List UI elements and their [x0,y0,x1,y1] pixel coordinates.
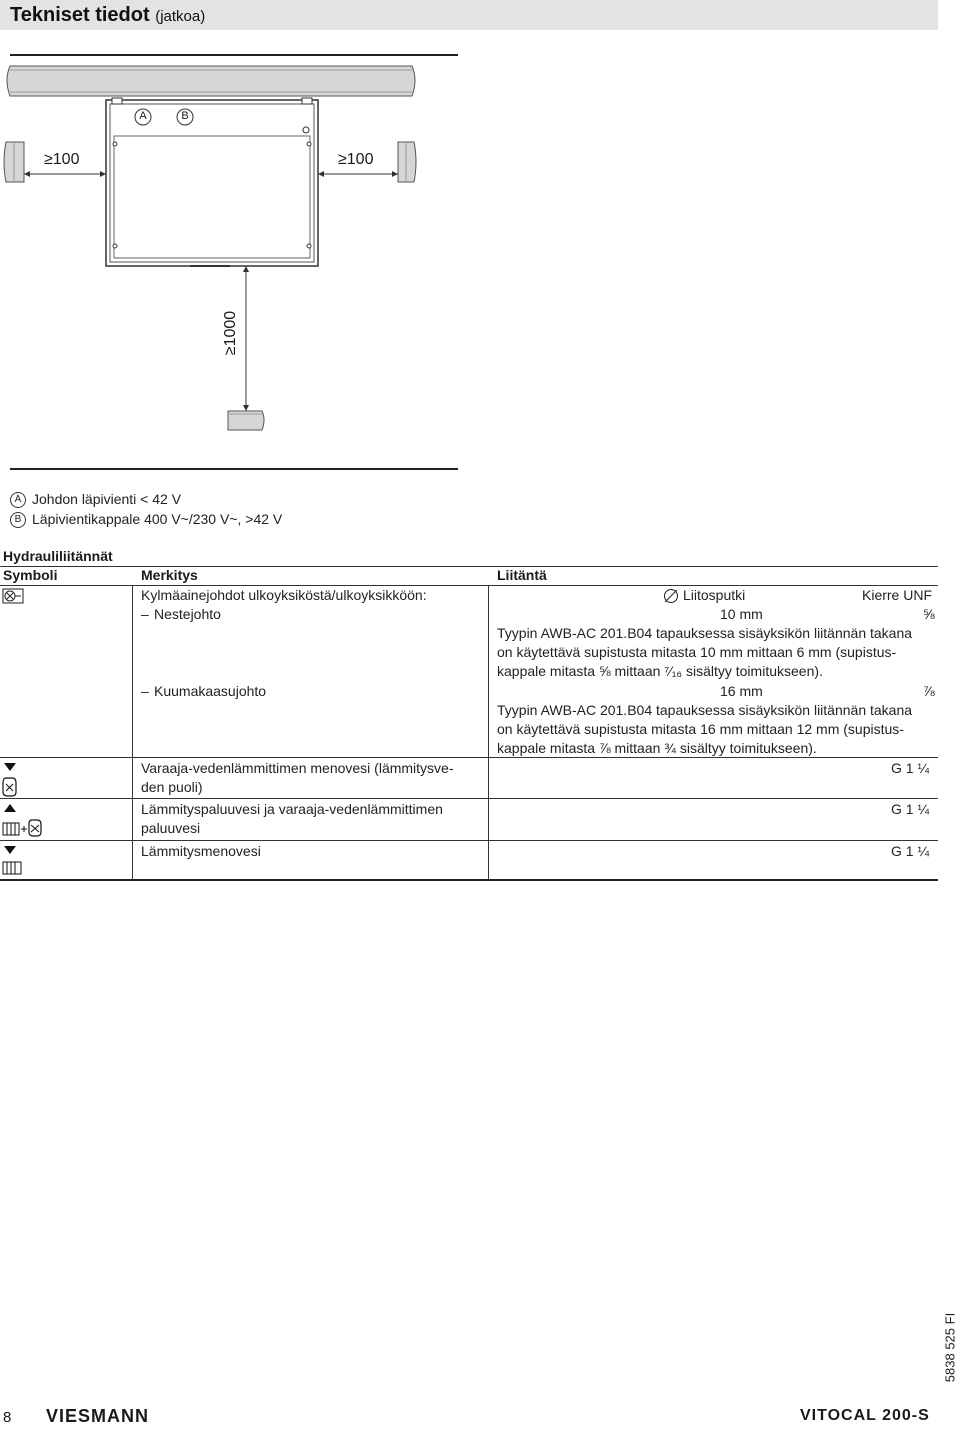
page-title [10,4,205,27]
product-name: VITOCAL 200-S [800,1407,930,1424]
gas-thread-size: ⅞ [923,683,935,699]
liquid-thread-size: ⅝ [923,606,935,622]
gas-note-line-1: Tyypin AWB-AC 201.B04 tapauksessa sisäyksikön liitännän takana [497,702,913,718]
figure-bottom-rule [10,468,458,470]
liquid-note-line-1: Tyypin AWB-AC 201.B04 tapauksessa sisäyksikön liitännän takana [497,625,913,641]
heating-flow-icon [2,843,24,877]
brand-logo: VIESMANN [46,1406,150,1426]
col-pipe-label: Liitosputki [683,587,746,603]
label-a: A [139,110,147,122]
dhw-flow-meaning-2: den puoli) [141,779,203,795]
ceiling-shape [7,66,415,96]
return-meaning-1: Lämmityspaluuvesi ja varaaja-vedenlämmittimen [141,801,443,817]
dim-right-label: ≥100 [338,151,374,168]
liquid-line-dash: – [141,606,149,622]
col-divider-1 [132,585,133,880]
liquid-note-line-2: on käytettävä supistusta mitasta 10 mm mittaan 6 mm (supistus- [497,644,897,660]
row-rule-2 [0,798,938,799]
heating-return-icon [2,801,46,839]
heating-flow-connection: G 1 ¼ [891,843,930,859]
dhw-flow-icon [2,760,20,798]
liquid-line-label: Nestejohto [154,606,221,622]
title-continued: (jatkoa) [155,8,206,25]
liquid-note-line-3: kappale mitasta ⅝ mittaan ⁷⁄₁₆ sisältyy toimitukseen). [497,663,823,679]
label-b: B [181,110,189,122]
dim-bottom-label: ≥1000 [222,310,239,356]
figure-top-rule [10,54,458,56]
dim-left-label: ≥100 [44,151,80,168]
installation-diagram [0,58,460,438]
gas-line-label: Kuumakaasujohto [154,683,267,699]
left-wall-shape [4,142,24,182]
right-wall-shape [398,142,416,182]
page-number: 8 [3,1409,12,1426]
dhw-flow-connection: G 1 ¼ [891,760,930,776]
diameter-icon [663,588,679,604]
row-rule-1 [0,757,938,758]
col-thread-label: Kierre UNF [862,587,933,603]
header-symbol: Symboli [3,567,58,583]
gas-pipe-size: 16 mm [720,683,763,699]
title-text: Tekniset tiedot [10,4,150,26]
legend-key-b: B [10,512,26,528]
page-header [0,0,938,30]
gas-note-line-2: on käytettävä supistusta mitasta 16 mm mittaan 12 mm (supistus- [497,721,904,737]
legend-text-b: Läpivientikappale 400 V~/230 V~, >42 V [32,511,283,527]
return-connection: G 1 ¼ [891,801,930,817]
refrigerant-meaning: Kylmäainejohdot ulkoyksiköstä/ulkoyksikköön: [141,587,427,603]
liquid-pipe-size: 10 mm [720,606,763,622]
table-bottom-rule [0,879,938,881]
gas-note-line-3: kappale mitasta ⅞ mittaan ¾ sisältyy toimitukseen). [497,740,817,756]
legend-key-a: A [10,492,26,508]
header-connection: Liitäntä [497,567,547,583]
dhw-flow-meaning-1: Varaaja-vedenlämmittimen menovesi (lämmitysve- [141,760,454,776]
col-divider-2 [488,585,489,880]
heating-flow-meaning: Lämmitysmenovesi [141,843,261,859]
refrigerant-icon [2,588,24,604]
doc-number: 5838 525 FI [942,1312,958,1383]
legend-item-a [10,491,610,511]
floor-shape [228,411,264,430]
table-title: Hydrauliliitännät [3,548,113,564]
row-rule-3 [0,840,938,841]
legend-item-b [10,511,610,531]
legend-text-a: Johdon läpivienti < 42 V [32,491,182,507]
header-meaning: Merkitys [141,567,198,583]
return-meaning-2: paluuvesi [141,820,201,836]
gas-line-dash: – [141,683,149,699]
